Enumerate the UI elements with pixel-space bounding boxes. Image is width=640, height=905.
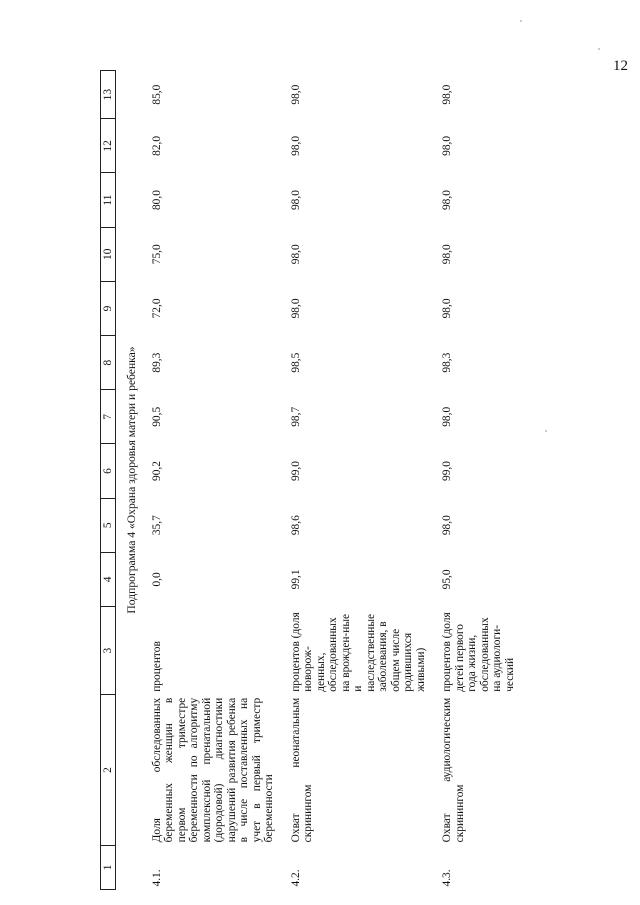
row-number: 4.2. [289,869,302,887]
unit-cell: процентов (доля детей первого года жизни, обследованных на аудиологи-ческий [441,612,516,692]
row-number: 4.3. [441,869,453,887]
header-cell: 3 [101,606,116,694]
header-cell: 4 [101,552,116,606]
scan-speck [545,430,547,432]
header-cell: 9 [101,281,116,335]
unit-cell: процентов [150,641,163,692]
header-cell: 7 [101,390,116,444]
value-cell: 99,1 [289,569,302,590]
indicator-name: Охват аудиологическим скринингом [441,697,466,843]
header-row [101,71,116,890]
value-cell: 99,0 [289,461,302,481]
indicator-table-rotated [100,70,600,890]
value-cell: 98,0 [441,244,453,265]
indicator-table [100,70,526,890]
indicator-name: Охват неонатальным скринингом [289,697,314,843]
value-cell: 85,0 [150,84,163,105]
value-cell: 0,0 [150,572,163,587]
value-cell: 82,0 [150,135,163,156]
header-cell: 11 [101,173,116,227]
value-cell: 98,5 [289,352,302,373]
value-cell: 80,0 [150,190,163,211]
header-cell: 12 [101,119,116,173]
value-cell: 98,0 [441,135,453,156]
row-number: 4.1. [150,869,163,887]
subprogram-row [116,71,147,890]
value-cell: 98,7 [289,406,302,427]
value-cell: 98,0 [441,298,453,319]
value-cell: 98,6 [289,515,302,536]
value-cell: 98,0 [441,190,453,211]
unit-cell: процентов (доля новорож-денных, обследованных на врожден-ные и наследственные заболевания, в общем числе родившихся живыми) [289,612,427,692]
value-cell: 98,0 [289,244,302,265]
value-cell: 98,0 [441,515,453,536]
value-cell: 72,0 [150,298,163,319]
value-cell: 90,5 [150,406,163,427]
table-row [286,71,438,890]
header-cell: 6 [101,444,116,498]
value-cell: 35,7 [150,515,163,536]
value-cell: 98,0 [289,135,302,156]
header-cell: 2 [101,695,116,846]
indicator-name: Доля обследованных беременных женщин в первом триместре беременности по алгоритму комплексной пренатальной (дородовой) диагностики нарушений развития ребенка в числе поставленных на учет в первый триместр беременности [150,697,275,843]
table-row [147,71,286,890]
value-cell: 75,0 [150,244,163,265]
header-cell: 8 [101,336,116,390]
header-cell: 13 [101,71,116,119]
value-cell: 99,0 [441,461,453,481]
scan-speck [520,20,522,22]
scan-speck [598,48,600,50]
value-cell: 89,3 [150,352,163,373]
subprogram-title: Подпрограмма 4 «Охрана здоровья матери и ребенка» [125,346,138,614]
value-cell: 90,2 [150,461,163,481]
table-row [437,71,526,890]
value-cell: 98,0 [441,406,453,427]
value-cell: 98,0 [441,84,453,105]
value-cell: 98,0 [289,84,302,105]
value-cell: 95,0 [441,569,453,590]
page-number: 12 [613,58,628,74]
value-cell: 98,0 [289,190,302,211]
header-cell: 1 [101,845,116,889]
value-cell: 98,0 [289,298,302,319]
value-cell: 98,3 [441,352,453,373]
header-cell: 5 [101,498,116,552]
header-cell: 10 [101,227,116,281]
